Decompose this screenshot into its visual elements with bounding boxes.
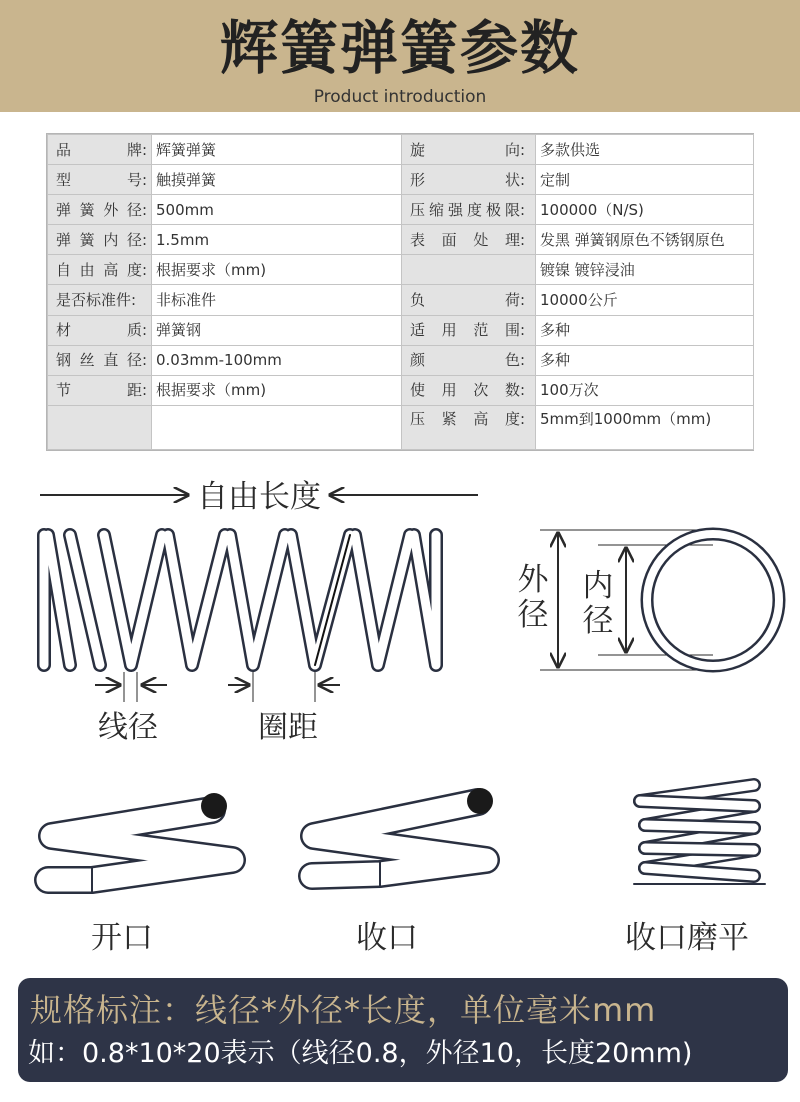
spec-value: 多种	[536, 315, 754, 345]
spec-label: 旋向	[410, 140, 520, 159]
spec-value: 多款供选	[536, 135, 754, 165]
wire-diameter-dimension	[95, 672, 167, 745]
spec-value: 1.5mm	[152, 225, 402, 255]
inner-diameter-label: 径	[582, 603, 614, 639]
spec-value: 500mm	[152, 195, 402, 225]
table-row: 材质: 弹簧钢 适用范围: 多种	[48, 315, 754, 345]
spec-value: 弹簧钢	[152, 315, 402, 345]
end-type-closed	[312, 788, 493, 956]
wire-diameter-label: 线径	[98, 710, 158, 745]
inner-diameter-label: 内	[582, 568, 614, 604]
spec-value: 触摸弹簧	[152, 165, 402, 195]
table-row: 是否标准件: 非标准件 负荷: 10000公斤	[48, 285, 754, 315]
spec-value: 100000（N/S)	[536, 195, 754, 225]
table-row: 钢丝直径: 0.03mm-100mm 颜色: 多种	[48, 345, 754, 375]
spec-label: 型号	[56, 170, 142, 189]
notation-example: 如：0.8*10*20表示（线径0.8，外径10，长度20mm)	[28, 1038, 693, 1069]
spec-label: 压缩强度极限	[410, 200, 520, 219]
spec-value: 100万次	[536, 375, 754, 405]
spec-table	[46, 133, 754, 451]
spec-value: 10000公斤	[536, 285, 754, 315]
spec-label: 弹簧外径	[56, 200, 142, 219]
pitch-label: 圈距	[258, 710, 318, 745]
spec-label: 形状	[410, 170, 520, 189]
spec-value: 多种	[536, 345, 754, 375]
end-open-label: 开口	[91, 920, 153, 956]
header-banner	[0, 0, 800, 112]
spec-label: 自由高度	[56, 260, 142, 279]
spec-value-empty	[152, 405, 402, 449]
table-row: 弹簧外径: 500mm 压缩强度极限: 100000（N/S)	[48, 195, 754, 225]
spec-label: 使用次数	[410, 381, 520, 400]
spec-value: 辉簧弹簧	[152, 135, 402, 165]
table-row: 压紧高度: 5mm到1000mm（mm)	[48, 405, 754, 449]
spec-value: 5mm到1000mm（mm)	[536, 405, 754, 449]
table-row: 节距: 根据要求（mm) 使用次数: 100万次	[48, 375, 754, 405]
table-row: 型号: 触摸弹簧 形状: 定制	[48, 165, 754, 195]
spec-label: 节距	[56, 381, 142, 400]
table-row: 自由高度: 根据要求（mm) 镀镍 镀锌浸油	[48, 255, 754, 285]
spec-value: 0.03mm-100mm	[152, 345, 402, 375]
spec-value: 镀镍 镀锌浸油	[536, 255, 754, 285]
spec-label: 适用范围	[410, 321, 520, 340]
end-type-open	[48, 793, 232, 956]
spec-label: 品牌	[56, 140, 142, 159]
free-length-label: 自由长度	[197, 479, 321, 515]
page-subtitle: Product introduction	[313, 87, 487, 107]
table-row: 品牌: 辉簧弹簧 旋向: 多款供选	[48, 135, 754, 165]
spec-value: 非标准件	[152, 285, 402, 315]
outer-diameter-label: 外	[517, 562, 549, 598]
end-type-closed-ground	[625, 785, 765, 956]
spring-side-view	[44, 535, 436, 665]
notation-rule: 规格标注：线径*外径*长度，单位毫米mm	[30, 991, 657, 1029]
spec-value: 根据要求（mm)	[152, 255, 402, 285]
spring-end-view	[518, 530, 780, 670]
free-length-dimension	[40, 479, 478, 515]
outer-diameter-label: 径	[517, 597, 549, 633]
spring-diagram	[0, 460, 800, 970]
spec-label: 是否标准件	[56, 291, 132, 310]
spec-label: 颜色	[410, 351, 520, 370]
table-row: 弹簧内径: 1.5mm 表面处理: 发黑 弹簧钢原色不锈钢原色	[48, 225, 754, 255]
spec-label: 负荷	[410, 291, 520, 310]
page-title: 辉簧弹簧参数	[219, 14, 580, 82]
end-closed-ground-label: 收口磨平	[625, 920, 749, 956]
spec-label-empty	[402, 255, 536, 285]
pitch-dimension	[228, 672, 340, 745]
spec-label: 钢丝直径	[56, 351, 142, 370]
spec-label: 材质	[56, 321, 142, 340]
spec-label-empty	[48, 405, 152, 449]
spec-notation-banner	[18, 978, 788, 1082]
spec-label: 弹簧内径	[56, 230, 142, 249]
spec-value: 发黑 弹簧钢原色不锈钢原色	[536, 225, 754, 255]
spec-value: 根据要求（mm)	[152, 375, 402, 405]
end-closed-label: 收口	[356, 920, 418, 956]
spec-label: 表面处理	[410, 230, 520, 249]
spec-label: 压紧高度	[410, 409, 520, 428]
spec-value: 定制	[536, 165, 754, 195]
